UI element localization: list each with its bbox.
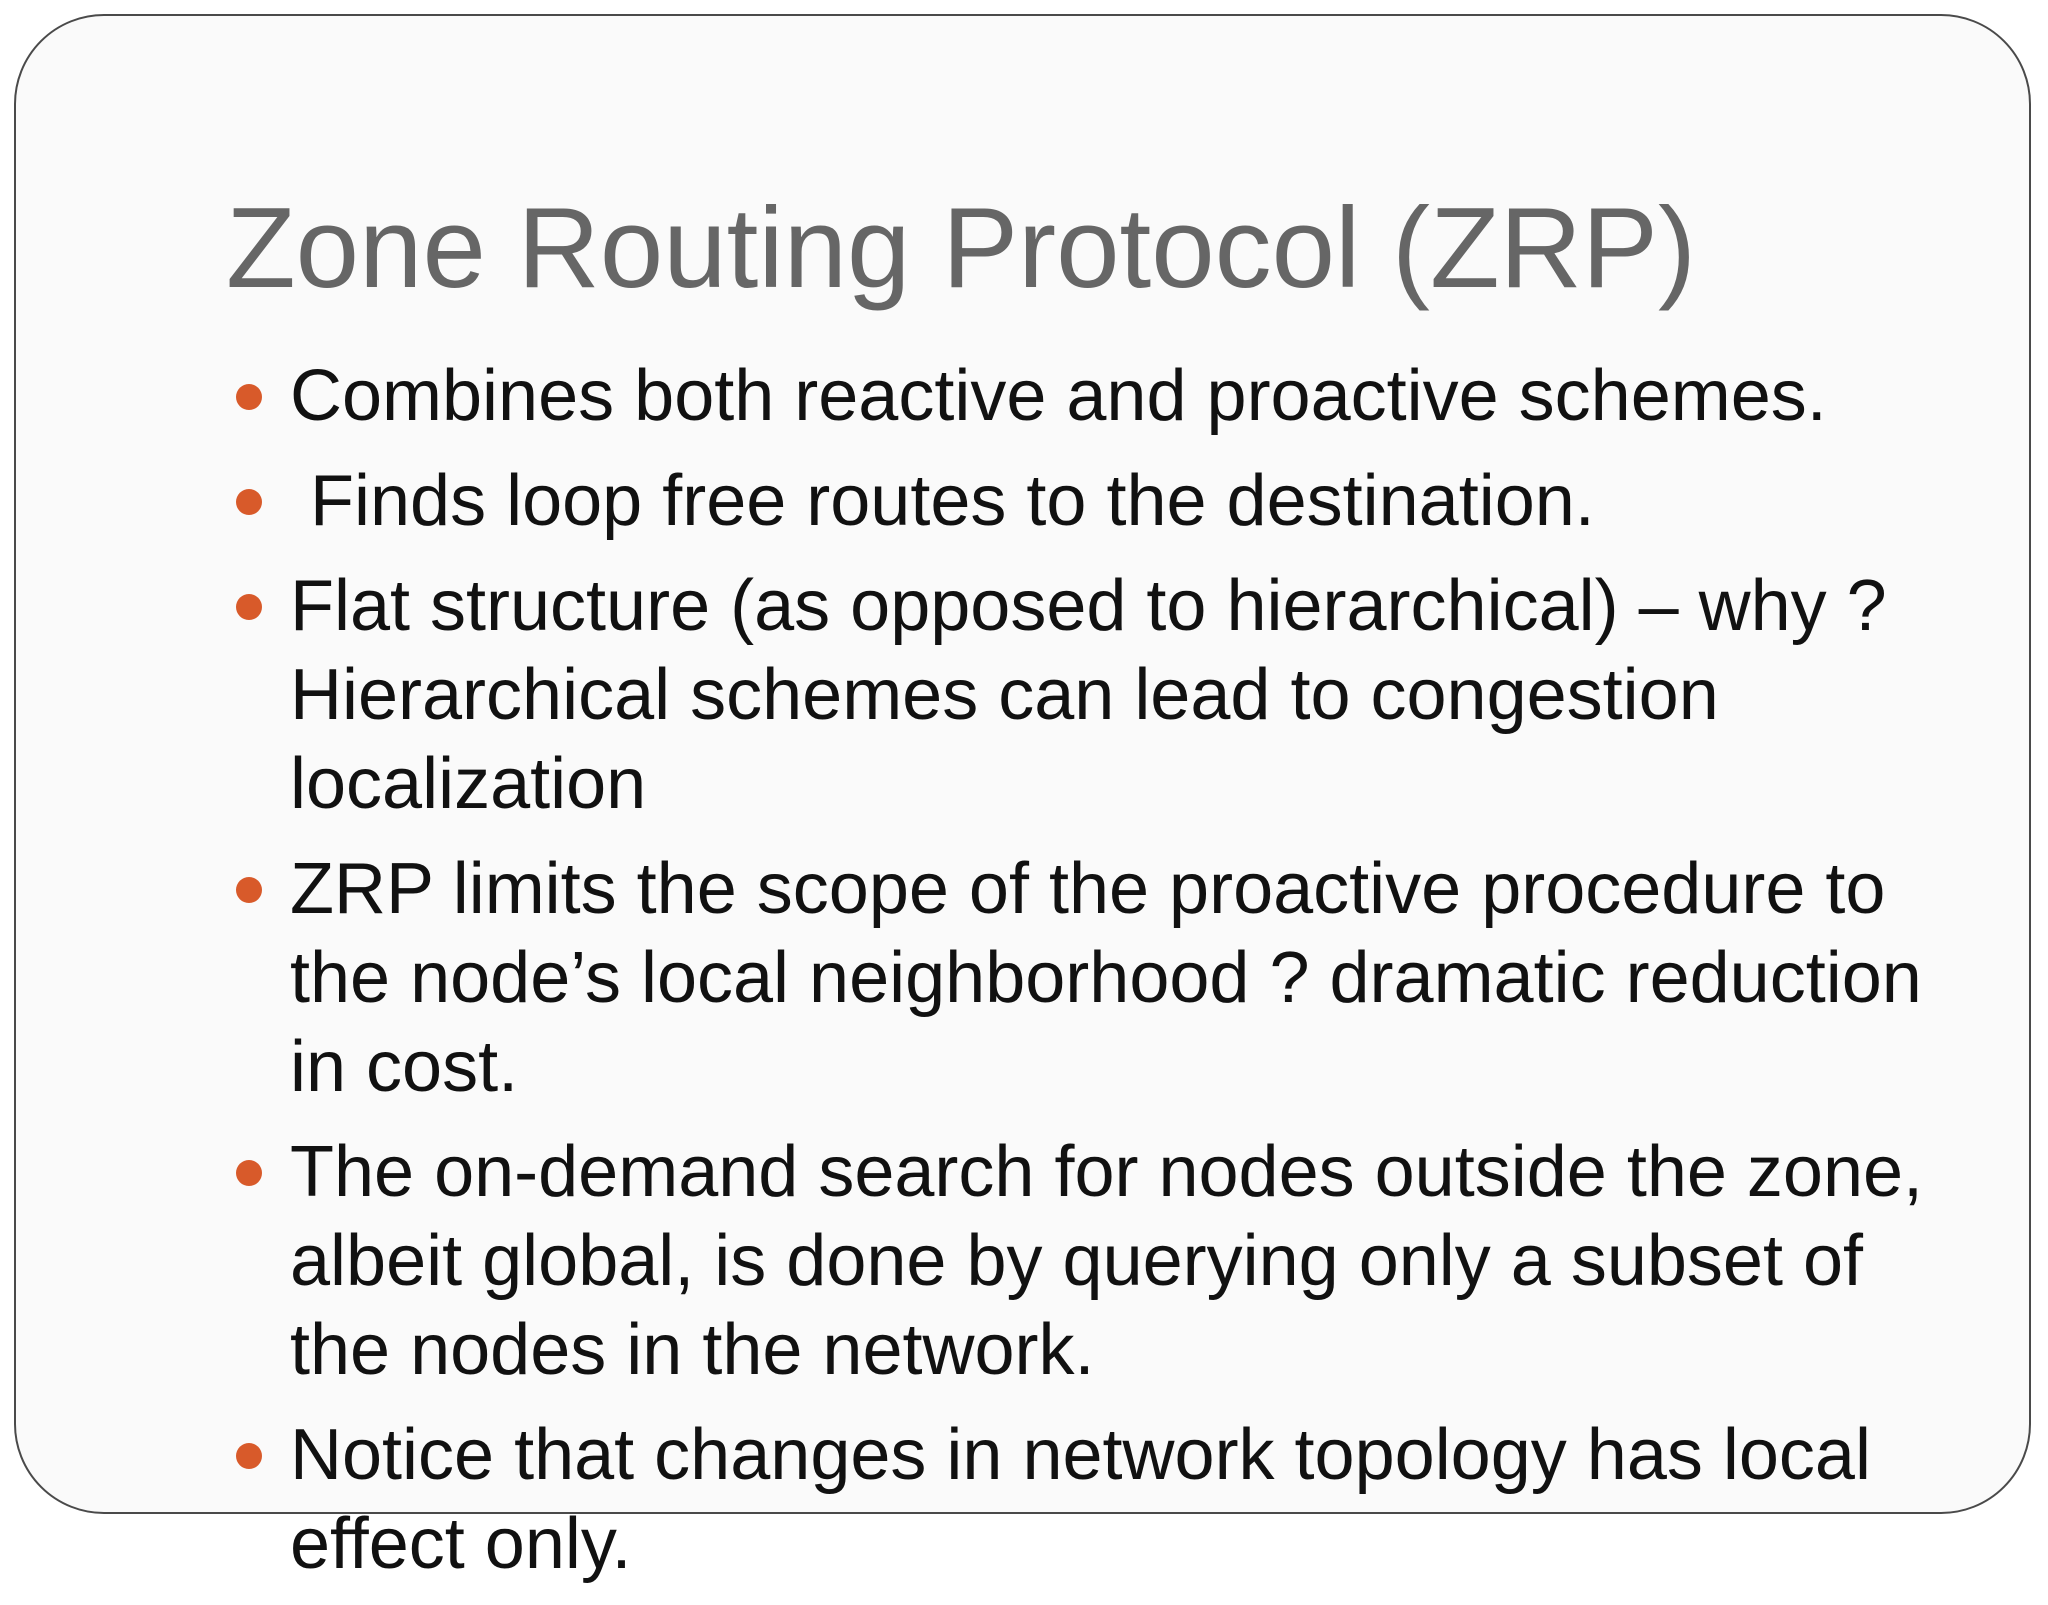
bullet-item [226, 1411, 1966, 1589]
slide-title: Zone Routing Protocol (ZRP) [226, 185, 1696, 312]
bullet-text: Combines both reactive and proactive schemes. [290, 356, 1827, 436]
bullet-item [226, 457, 1966, 546]
bullet-text: Finds loop free routes to the destination. [290, 461, 1595, 541]
bullet-list [226, 352, 1966, 1605]
bullet-item [226, 352, 1966, 441]
bullet-text: Notice that changes in network topology has local effect only. [290, 1415, 1891, 1584]
bullet-text: ZRP limits the scope of the proactive procedure to the node’s local neighborhood ? dramatic reduction in cost. [290, 849, 1942, 1107]
bullet-dot-icon [236, 594, 262, 620]
bullet-dot-icon [236, 1443, 262, 1469]
bullet-item [226, 1128, 1966, 1395]
bullet-text: The on-demand search for nodes outside the zone, albeit global, is done by querying only a subset of the nodes in the network. [290, 1132, 1944, 1390]
slide-frame [14, 14, 2031, 1584]
bullet-dot-icon [236, 489, 262, 515]
bullet-text: Flat structure (as opposed to hierarchical) – why ? Hierarchical schemes can lead to congestion localization [290, 566, 1907, 824]
bullet-dot-icon [236, 384, 262, 410]
bullet-item [226, 562, 1966, 829]
bullet-item [226, 845, 1966, 1112]
bullet-dot-icon [236, 1160, 262, 1186]
bullet-dot-icon [236, 877, 262, 903]
